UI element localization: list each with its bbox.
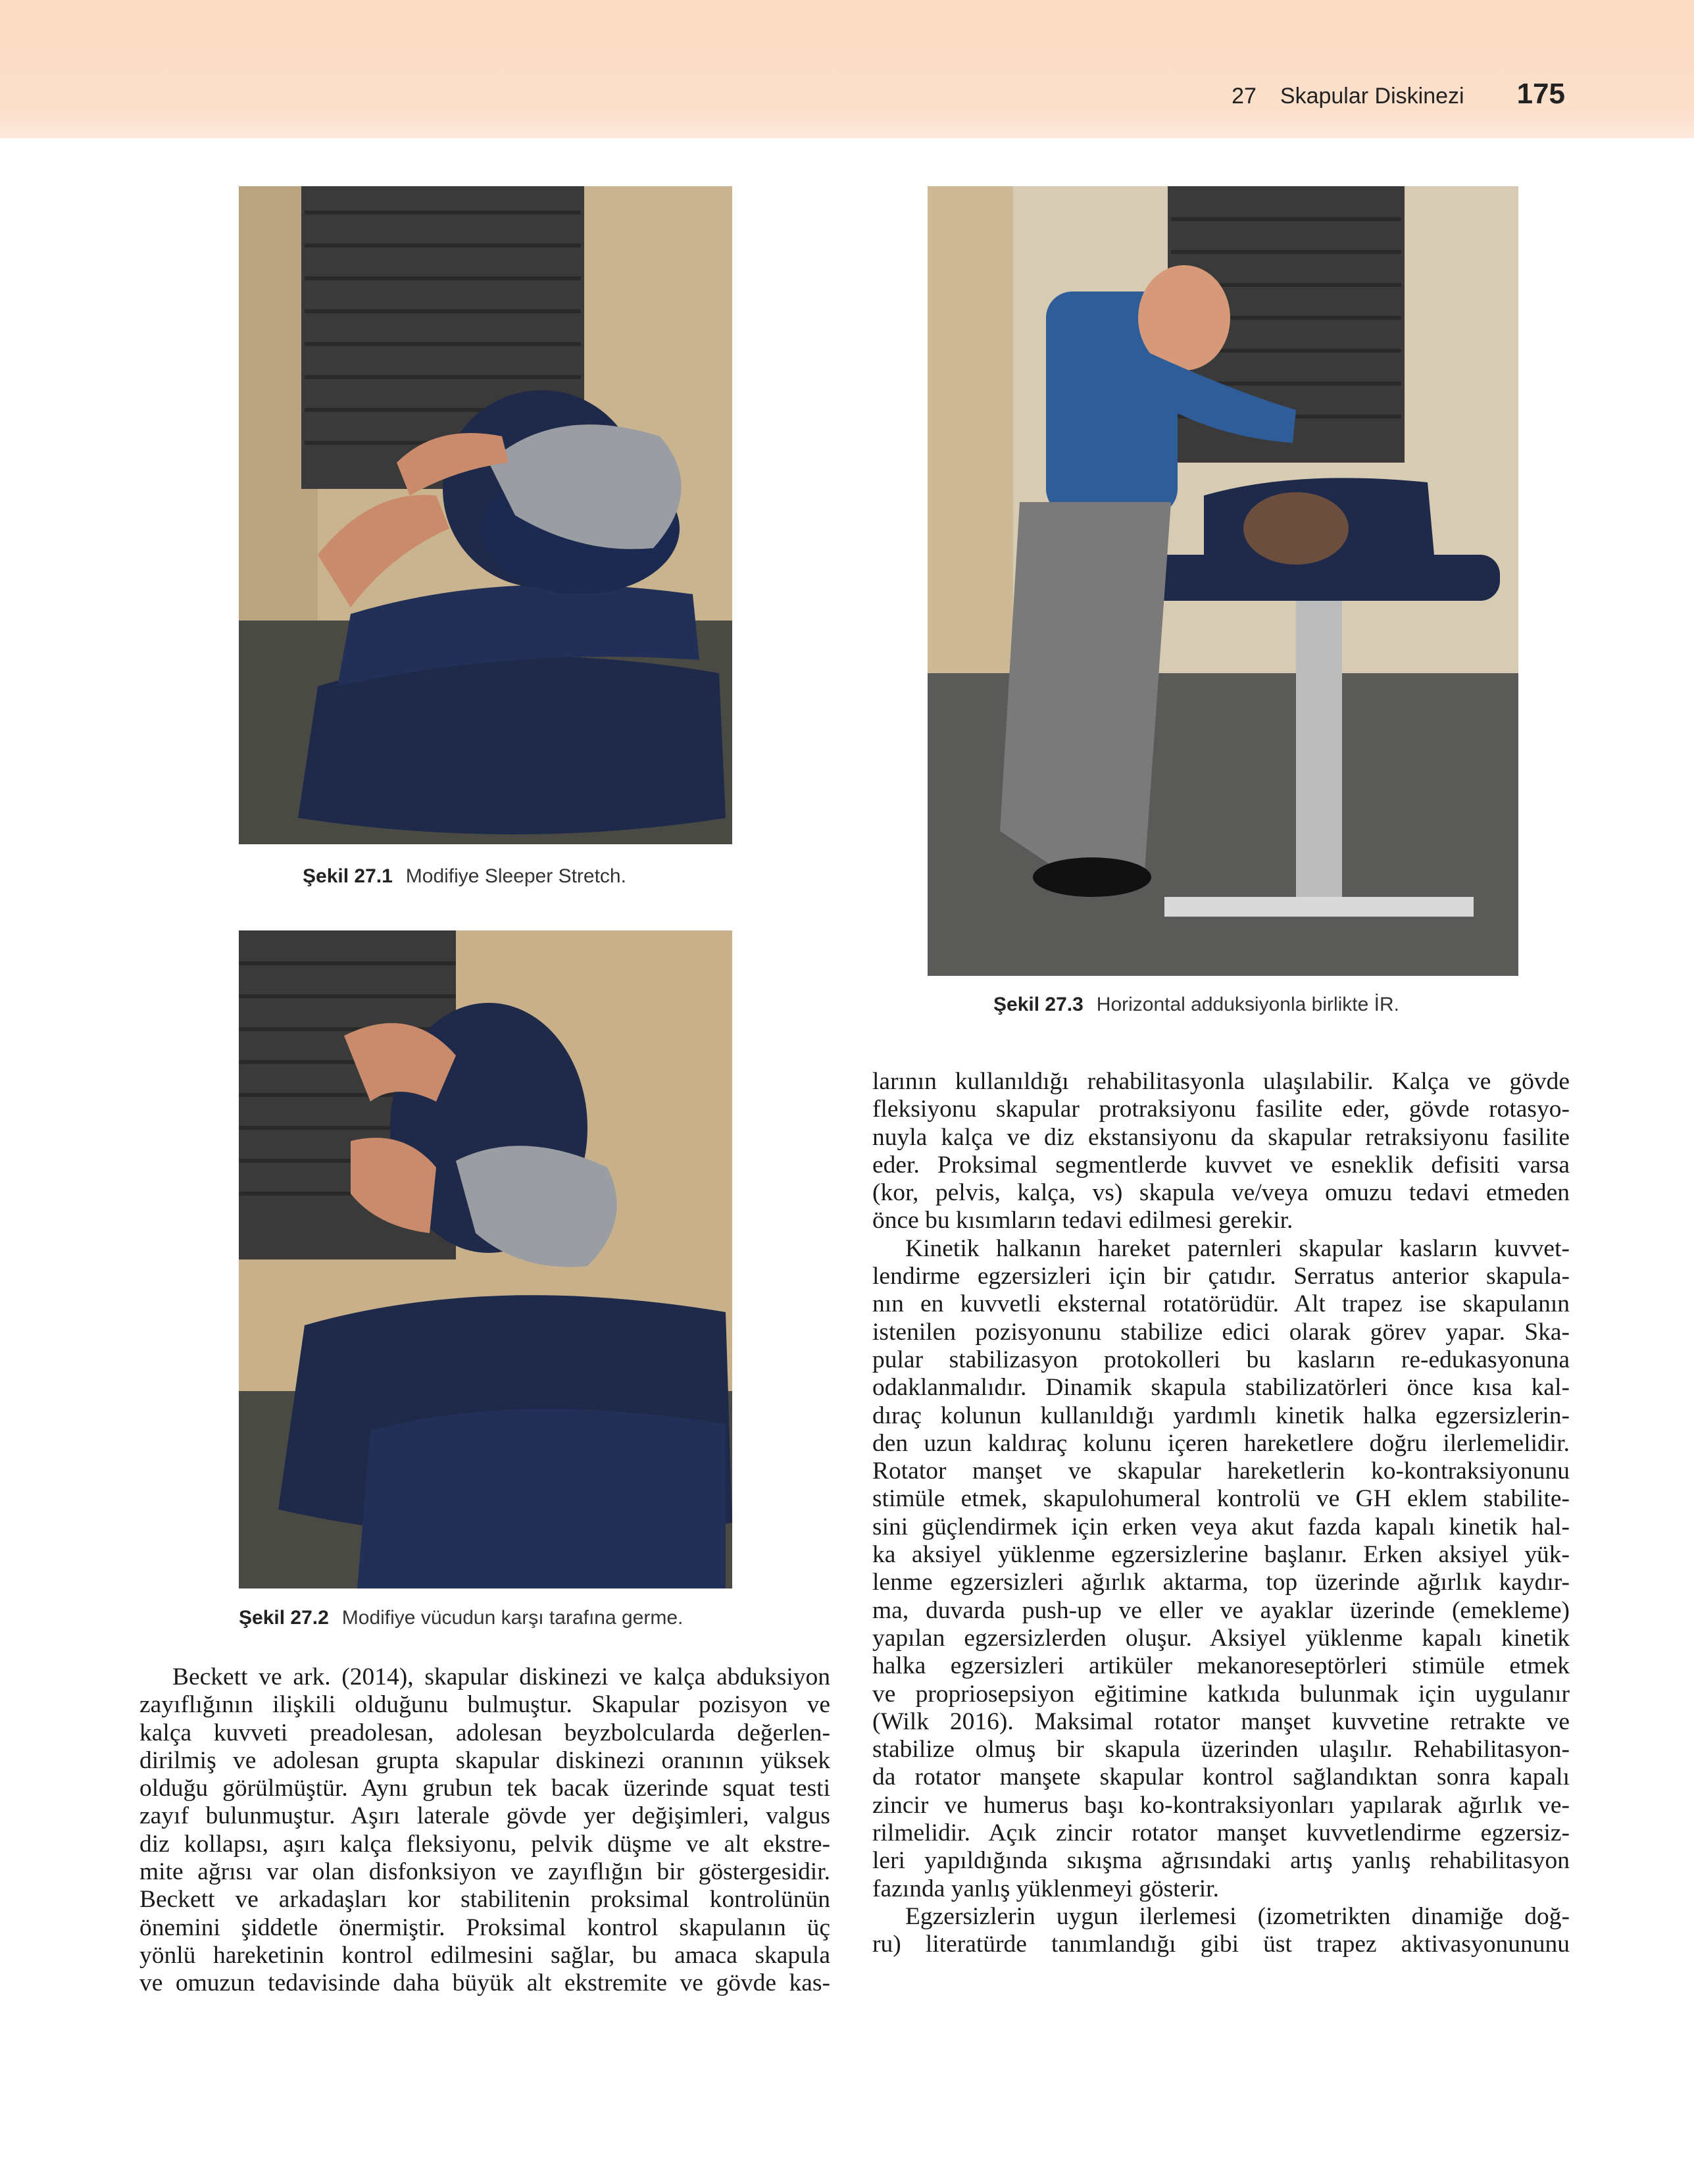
text-line: Beckett ve arkadaşları kor stabilitenin proksimal kontrolünün (139, 1886, 830, 1914)
text-line: nın en kuvvetli eksternal rotatörüdür. Alt trapez ise skapulanın (872, 1290, 1570, 1318)
text-line: kalça kuvveti preadolesan, adolesan beyzbolcularda değerlen- (139, 1719, 830, 1746)
text-line: Egzersizlerin uygun ilerlemesi (izometrikten dinamiğe doğ- (905, 1902, 1570, 1930)
text-line: lenme egzersizleri ağırlık aktarma, top üzerinde ağırlık kaydır- (872, 1569, 1570, 1596)
text-line: ve propriosepsiyon eğitimine katkıda bulunmak için uygulanır (872, 1680, 1570, 1708)
text-line: yönlü hareketinin kontrol edilmesini sağlar, bu amaca skapula (139, 1941, 830, 1969)
text-line: odaklanmalıdır. Dinamik skapula stabilizatörleri önce kısa kal- (872, 1374, 1570, 1402)
text-line: da rotator manşete skapular kontrol sağlandıktan sonra kapalı (872, 1764, 1570, 1791)
text-line: diz kollapsı, aşırı kalça fleksiyonu, pelvik düşme ve alt ekstre- (139, 1830, 830, 1858)
figure-caption-text: Modifiye vücudun karşı tarafına germe. (341, 1607, 684, 1629)
figure-label: Şekil 27.2 (239, 1607, 329, 1629)
text-line: pular stabilizasyon protokolleri bu kasların re-edukasyonuna (872, 1346, 1570, 1373)
text-line: rilmelidir. Açık zincir rotator manşet kuvvetlendirme egzersiz- (872, 1819, 1570, 1847)
text-line: olduğu görülmüştür. Aynı grubun tek bacak üzerinde squat testi (139, 1775, 830, 1802)
text-line: (kor, pelvis, kalça, vs) skapula ve/veya omuzu tedavi etmeden (872, 1179, 1570, 1207)
figure-caption-text: Horizontal adduksiyonla birlikte İR. (1096, 994, 1399, 1015)
text-line: (Wilk 2016). Maksimal rotator manşet kuvvetine retrakte ve (872, 1708, 1570, 1735)
text-line: larının kullanıldığı rehabilitasyonla ulaşılabilir. Kalça ve gövde (872, 1068, 1570, 1095)
text-line: zayıf bulunmuştur. Aşırı laterale gövde yer değişimleri, valgus (139, 1802, 830, 1830)
header-band (0, 0, 1694, 138)
figure-label: Şekil 27.3 (993, 994, 1084, 1015)
text-line: halka egzersizleri artiküler mekanoreseptörleri stimüle etmek (872, 1652, 1570, 1680)
body-text-right-column (872, 1068, 1570, 1959)
text-line: önemini şiddetle önermiştir. Proksimal kontrol skapulanın üç (139, 1914, 830, 1941)
text-line: ma, duvarda push-up ve eller ve ayaklar üzerinde (emekleme) (872, 1596, 1570, 1624)
figure-27-1-caption (303, 865, 626, 888)
text-line: ka aksiyel yüklenme egzersizlerine başlanır. Erken aksiyel yük- (872, 1541, 1570, 1569)
text-line: zayıflığının ilişkili olduğunu bulmuştur. Skapular pozisyon ve (139, 1691, 830, 1719)
figure-27-2-caption (239, 1607, 683, 1629)
text-line: nuyla kalça ve diz ekstansiyonu da skapular retraksiyonu fasilite (872, 1123, 1570, 1151)
text-line: sini güçlendirmek için erken veya akut fazda kapalı kinetik hal- (872, 1513, 1570, 1540)
text-line: ru) literatürde tanımlandığı gibi üst trapez aktivasyonununu (872, 1931, 1570, 1958)
text-line: eder. Proksimal segmentlerde kuvvet ve esneklik defisiti varsa (872, 1151, 1570, 1179)
text-line: mite ağrısı var olan disfonksiyon ve zayıflığın bir göstergesidir. (139, 1858, 830, 1886)
text-line: yapılan egzersizlerden oluşur. Aksiyel yüklenme kapalı kinetik (872, 1624, 1570, 1652)
figure-27-1-photo (239, 186, 732, 844)
text-line: Kinetik halkanın hareket paternleri skapular kasların kuvvet- (905, 1234, 1570, 1262)
chapter-number: 27 (1232, 84, 1257, 109)
text-line: lendirme egzersizleri için bir çatıdır. Serratus anterior skapula- (872, 1263, 1570, 1290)
text-line: den uzun kaldıraç kolunu içeren hareketlere doğru ilerlemelidir. (872, 1429, 1570, 1457)
page-number: 175 (1516, 78, 1565, 110)
text-line: istenilen pozisyonunu stabilize edici olarak görev yapar. Ska- (872, 1318, 1570, 1346)
text-line: fazında yanlış yüklenmeyi gösterir. (872, 1875, 1219, 1902)
text-line: leri yapıldığında sıkışma ağrısındaki artış yanlış rehabilitasyon (872, 1847, 1570, 1875)
figure-label: Şekil 27.1 (303, 865, 393, 887)
figure-caption-text: Modifiye Sleeper Stretch. (405, 865, 626, 887)
text-line: ve omuzun tedavisinde daha büyük alt ekstremite ve gövde kas- (139, 1969, 830, 1997)
chapter-title: Skapular Diskinezi (1280, 84, 1464, 109)
text-line: zincir ve humerus başı ko-kontraksiyonları yapılarak ağırlık ve- (872, 1791, 1570, 1819)
text-line: stimüle etmek, skapulohumeral kontrolü ve GH eklem stabilite- (872, 1485, 1570, 1513)
text-line: önce bu kısımların tedavi edilmesi gerekir. (872, 1207, 1293, 1234)
running-header (1232, 78, 1565, 117)
text-line: Rotator manşet ve skapular hareketlerin ko-kontraksiyonunu (872, 1458, 1570, 1485)
body-text-left-column (139, 1663, 830, 1998)
figure-27-2-photo (239, 930, 732, 1588)
figure-27-3-photo (928, 186, 1518, 976)
text-line: stabilize olmuş bir skapula üzerinden ulaşılır. Rehabilitasyon- (872, 1736, 1570, 1764)
figure-27-3-caption (993, 994, 1399, 1016)
text-line: dıraç kolunun kullanıldığı yardımlı kinetik halka egzersizlerin- (872, 1402, 1570, 1429)
text-line: Beckett ve ark. (2014), skapular diskinezi ve kalça abduksiyon (172, 1663, 830, 1690)
text-line: fleksiyonu skapular protraksiyonu fasilite eder, gövde rotasyo- (872, 1096, 1570, 1123)
text-line: dirilmiş ve adolesan grupta skapular diskinezi oranının yüksek (139, 1746, 830, 1774)
